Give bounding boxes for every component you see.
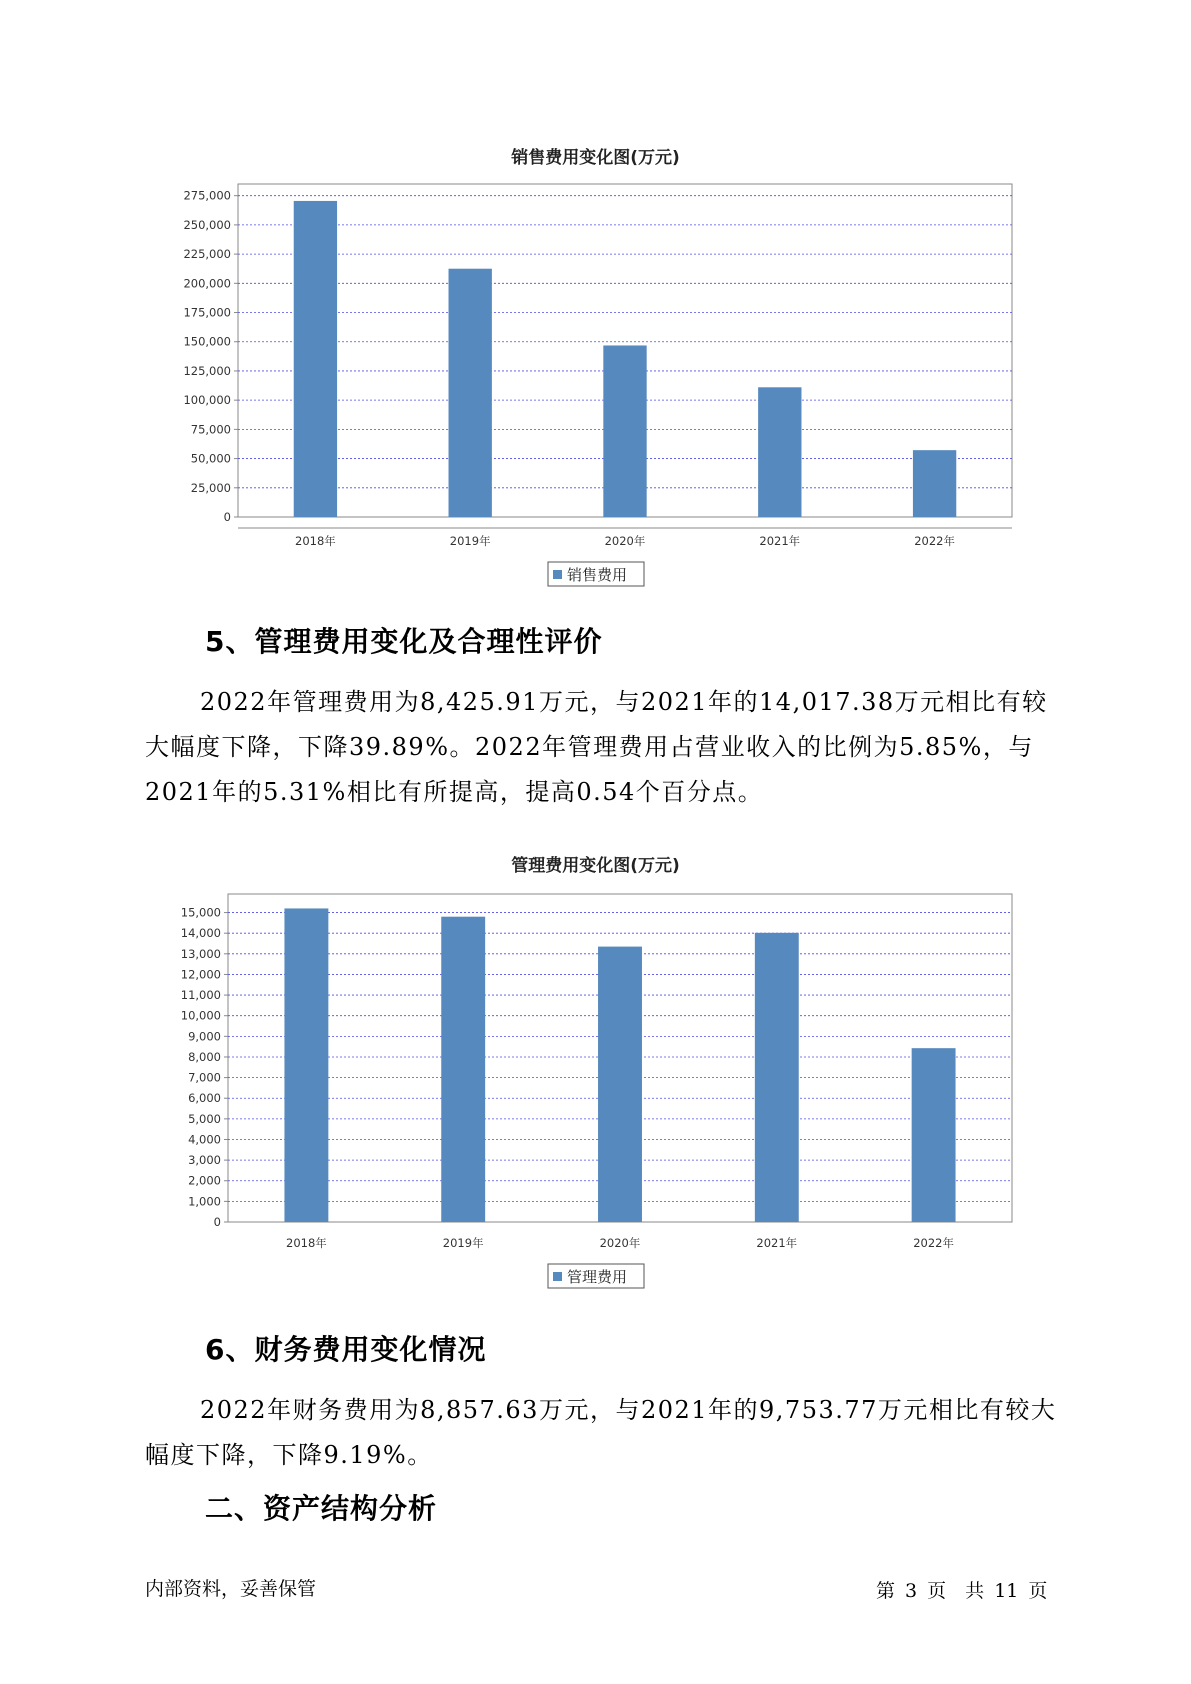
y-tick-label: 0 (213, 1215, 221, 1229)
sales-expense-chart (0, 170, 1191, 590)
section-assets-heading: 二、资产结构分析 (205, 1492, 438, 1525)
y-tick-label: 15,000 (180, 905, 221, 920)
y-tick-label: 12,000 (180, 967, 221, 982)
y-tick-label: 14,000 (180, 926, 221, 941)
y-tick-label: 8,000 (188, 1049, 221, 1064)
y-tick-label: 250,000 (183, 217, 231, 232)
y-tick-label: 100,000 (183, 393, 231, 408)
sales-chart-title: 销售费用变化图(万元) (511, 148, 680, 168)
bar (603, 345, 646, 517)
y-tick-label: 10,000 (180, 1008, 221, 1023)
y-tick-label: 3,000 (188, 1153, 221, 1168)
y-tick-label: 0 (223, 510, 231, 524)
bar (441, 917, 485, 1222)
y-tick-label: 150,000 (183, 334, 231, 349)
y-tick-label: 125,000 (183, 363, 231, 378)
y-tick-label: 275,000 (183, 188, 231, 203)
x-tick-label: 2022年 (914, 534, 955, 548)
bar (755, 933, 799, 1222)
x-tick-label: 2021年 (759, 534, 801, 548)
y-tick-label: 225,000 (183, 247, 231, 262)
y-tick-label: 1,000 (188, 1194, 221, 1209)
x-tick-label: 2018年 (286, 1236, 327, 1250)
y-tick-label: 75,000 (190, 422, 231, 437)
section-6-paragraph: 2022年财务费用为8,857.63万元，与2021年的9,753.77万元相比有较大幅度下降，下降9.19%。 (145, 1396, 1057, 1469)
legend-swatch (553, 1272, 562, 1281)
y-tick-label: 50,000 (190, 451, 231, 466)
y-tick-label: 6,000 (188, 1091, 221, 1106)
x-tick-label: 2020年 (599, 1236, 641, 1250)
legend-label: 管理费用 (567, 1268, 628, 1286)
y-tick-label: 200,000 (183, 276, 231, 291)
y-tick-label: 25,000 (190, 480, 231, 495)
y-tick-label: 175,000 (183, 305, 231, 320)
y-tick-label: 11,000 (180, 988, 221, 1003)
bar (449, 269, 492, 517)
legend-label: 销售费用 (567, 566, 628, 584)
section-5-paragraph: 2022年管理费用为8,425.91万元，与2021年的14,017.38万元相比有较大幅度下降，下降39.89%。2022年管理费用占营业收入的比例为5.85%，与2021年的5.31%相比有所提高，提高0.54个百分点。 (145, 688, 1048, 806)
admin-expense-chart (0, 880, 1191, 1300)
y-tick-label: 7,000 (188, 1070, 221, 1085)
bar (598, 947, 642, 1222)
section-5-heading: 5、管理费用变化及合理性评价 (205, 625, 603, 658)
x-tick-label: 2019年 (442, 1236, 484, 1250)
x-tick-label: 2018年 (295, 534, 336, 548)
footer-page-number: 第 3 页 共 11 页 (876, 1580, 1048, 1602)
x-tick-label: 2020年 (604, 534, 646, 548)
x-tick-label: 2019年 (449, 534, 491, 548)
bar (758, 387, 801, 517)
y-tick-label: 13,000 (180, 946, 221, 961)
y-tick-label: 4,000 (188, 1132, 221, 1147)
y-tick-label: 2,000 (188, 1173, 221, 1188)
y-tick-label: 5,000 (188, 1111, 221, 1126)
legend-swatch (553, 570, 562, 579)
admin-chart-title: 管理费用变化图(万元) (511, 856, 680, 876)
x-tick-label: 2021年 (756, 1236, 798, 1250)
y-tick-label: 9,000 (188, 1029, 221, 1044)
bar (294, 201, 337, 517)
x-tick-label: 2022年 (913, 1236, 954, 1250)
bar (912, 1048, 956, 1222)
bar (913, 450, 956, 517)
bar (284, 908, 328, 1222)
footer-confidential-note: 内部资料，妥善保管 (145, 1578, 317, 1600)
section-6-heading: 6、财务费用变化情况 (205, 1333, 487, 1366)
